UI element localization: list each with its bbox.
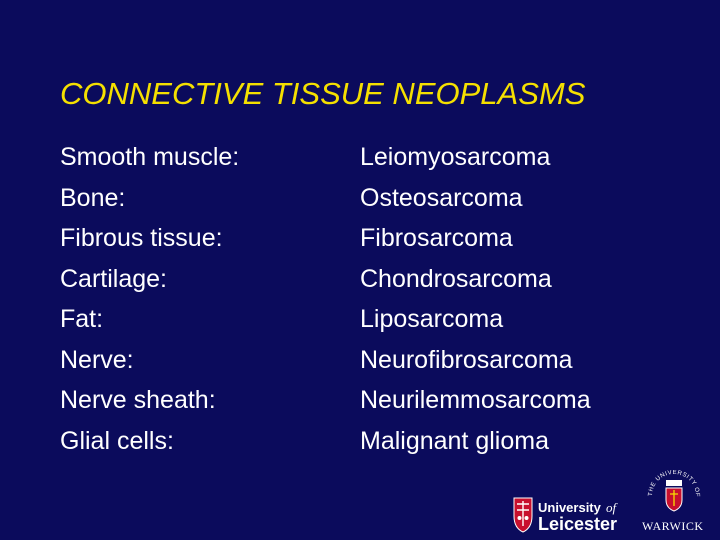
leicester-wordmark-bottom: Leicester	[538, 514, 618, 534]
tissue-label: Cartilage:	[60, 264, 167, 293]
warwick-crest-icon	[648, 470, 700, 511]
tissue-column	[60, 140, 239, 464]
tumour-name: Neurilemmosarcoma	[360, 386, 591, 414]
tumour-name: Osteosarcoma	[360, 183, 523, 212]
tissue-label: Fat:	[60, 305, 104, 333]
tumour-name: Liposarcoma	[360, 305, 504, 333]
leicester-crest-icon	[514, 498, 532, 532]
leicester-wordmark-top: University	[538, 500, 601, 515]
tissue-label: Nerve sheath:	[60, 386, 216, 414]
tissue-label: Smooth muscle:	[60, 143, 240, 171]
tumour-name: Neurofibrosarcoma	[360, 345, 573, 374]
tumour-name: Chondrosarcoma	[360, 264, 552, 293]
tissue-label: Glial cells:	[60, 426, 174, 455]
tissue-label: Nerve:	[60, 345, 134, 374]
tumour-name: Leiomyosarcoma	[360, 143, 551, 171]
tumour-name: Fibrosarcoma	[360, 224, 513, 252]
tumour-column	[360, 140, 591, 464]
warwick-wordmark: WARWICK	[642, 519, 704, 533]
slide-title: CONNECTIVE TISSUE NEOPLASMS	[60, 76, 586, 111]
university-logos	[512, 470, 712, 534]
tissue-label: Bone:	[60, 183, 126, 212]
tumour-name: Malignant glioma	[360, 426, 549, 455]
leicester-wordmark-of: of	[606, 500, 617, 515]
warwick-ring-text: THE UNIVERSITY OF	[647, 470, 701, 498]
tissue-label: Fibrous tissue:	[60, 224, 223, 252]
